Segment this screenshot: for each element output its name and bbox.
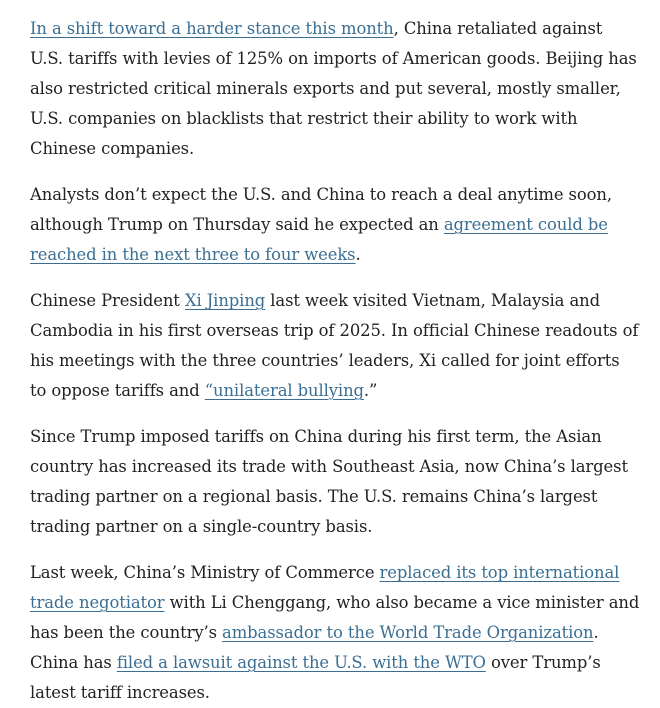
paragraph-text: Since Trump imposed tariffs on China during his first term, the Asian country has increased its trade with Southeast Asia, now China’s largest trading partner on a regional basis. The U.S. remains China’s largest trading partner on a single-country basis. [30,427,628,536]
link-harder-stance[interactable]: In a shift toward a harder stance this month [30,19,394,38]
paragraph-text: .” [363,381,378,400]
paragraph-5 [30,558,640,708]
paragraph-text: Last week, China’s Ministry of Commerce [30,563,380,582]
link-wto-ambassador[interactable]: ambassador to the World Trade Organization [222,623,594,642]
paragraph-text: . China has [30,623,599,672]
paragraph-text: over Trump’s latest tariff increases. [30,653,601,702]
link-agreement-reached[interactable]: agreement could be reached in the next three to four weeks [30,215,608,264]
link-wto-lawsuit[interactable]: filed a lawsuit against the U.S. with the WTO [116,653,486,672]
paragraph-text: . [355,245,361,264]
paragraph-text: Chinese President [30,291,185,310]
paragraph-text: last week visited Vietnam, Malaysia and Cambodia in his first overseas trip of 2025. In official Chinese readouts of his meetings with the three countries’ leaders, Xi called for joint efforts to oppose tariffs and [30,291,639,400]
paragraph-text: Analysts don’t expect the U.S. and China to reach a deal anytime soon, although Trump on Thursday said he expected an [30,185,612,234]
paragraph-1 [30,14,640,164]
paragraph-text: , China retaliated against U.S. tariffs with levies of 125% on imports of American goods. Beijing has also restricted critical minerals exports and put several, mostly smaller, U.S. companies on blacklists that restrict their ability to work with Chinese companies. [30,19,637,158]
paragraph-4 [30,422,640,542]
paragraph-3 [30,286,640,406]
paragraph-2 [30,180,640,270]
link-unilateral-bullying[interactable]: “unilateral bullying [204,381,364,400]
paragraph-text: with Li Chenggang, who also became a vice minister and has been the country’s [30,593,640,642]
link-replaced-negotiator[interactable]: replaced its top international trade negotiator [30,563,620,612]
link-xi-jinping[interactable]: Xi Jinping [184,291,266,310]
